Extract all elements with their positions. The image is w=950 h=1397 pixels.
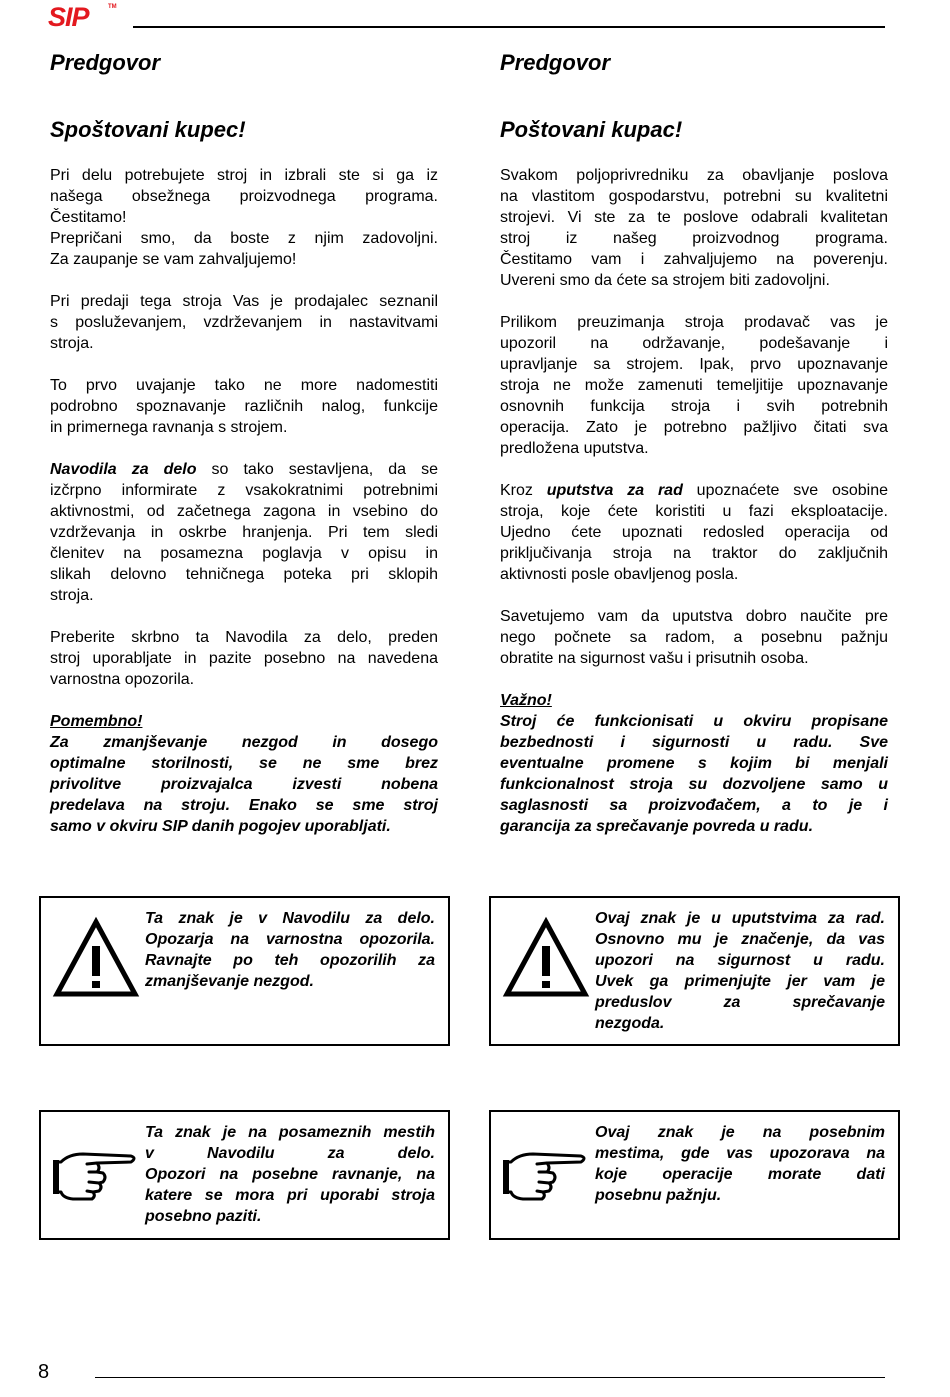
text-line: Ujedno ćete upoznati redosled operacija od	[500, 524, 888, 541]
pointing-hand-icon	[501, 1132, 591, 1222]
right-paragraph-2	[500, 312, 888, 459]
text-line: priključivanja stroja na traktor do zaključnih	[500, 545, 888, 562]
page-number: 8	[38, 1361, 50, 1383]
left-paragraph-5	[50, 627, 438, 690]
text-line: Opozori na posebne ravnanje, na	[145, 1166, 435, 1183]
left-body	[50, 165, 438, 858]
text-line: zmanjševanje nezgod.	[145, 973, 314, 990]
text-line: aktivnostmi, od začetnega zagona in vsebino do	[50, 503, 438, 520]
right-paragraph-3	[500, 480, 888, 585]
sip-logo	[48, 2, 118, 32]
text-line: Uvek ga primenjujte jer vam je	[595, 973, 885, 990]
text-line: Svakom poljoprivredniku za obavljanje poslova	[500, 167, 888, 184]
text-line: Ovaj znak je na posebnim	[595, 1124, 885, 1141]
text-line: Uvereni smo da ćete sa strojem biti zadovoljni.	[500, 272, 830, 289]
text-line: upozori na sigurnost u radu.	[595, 952, 885, 969]
text-line: Opozarja na varnostna opozorila.	[145, 931, 435, 948]
logo-text: SIP	[48, 2, 89, 32]
footer-rule	[95, 1377, 885, 1378]
left-paragraph-4	[50, 459, 438, 606]
hint-symbol-box-right	[489, 1110, 900, 1240]
text-line: izčrpno informirate z vsakokratnimi potrebnimi	[50, 482, 438, 499]
text-line: eventualne promene s kojim bi menjali	[500, 755, 888, 772]
text-line: Čestitamo!	[50, 209, 127, 226]
right-greeting: Poštovani kupac!	[500, 117, 683, 142]
text-line: Ta znak je v Navodilu za delo.	[145, 910, 435, 927]
pointing-hand-icon	[51, 1132, 141, 1222]
text-line: varnostna opozorila.	[50, 671, 195, 688]
text-line: samo v okviru SIP danih pogojev uporabljati.	[50, 818, 391, 835]
text-line: podrobno spoznavanje različnih nalog, funkcije	[50, 398, 438, 415]
text-line: To prvo uvajanje tako ne more nadomestiti	[50, 377, 438, 394]
warning-symbol-box-left	[39, 896, 450, 1046]
text-line: Čestitamo vam i zahvaljujemo na poverenju.	[500, 251, 888, 268]
text-line: členitev na posamezna poglavja v opisu in	[50, 545, 438, 562]
header-rule	[133, 26, 885, 28]
text-line: našega obsežnega proizvodnega programa.	[50, 188, 438, 205]
logo-trademark: TM	[108, 4, 117, 10]
left-paragraph-2	[50, 291, 438, 354]
box-text	[145, 1122, 435, 1227]
text-line: privolitve proizvajalca izvesti nobena	[50, 776, 438, 793]
right-body	[500, 165, 888, 858]
right-title: Predgovor	[500, 50, 611, 75]
warning-title: Pomembno!	[50, 713, 143, 730]
hint-symbol-box-left	[39, 1110, 450, 1240]
text-line: slikah delovno tehničnega poteka pri sklopih	[50, 566, 438, 583]
text-line: katere se mora pri uporabi stroja	[145, 1187, 435, 1204]
text-line: Ta znak je na posameznih mestih	[145, 1124, 435, 1141]
text-line: Stroj će funkcionisati u okviru propisane	[500, 713, 888, 730]
text-line: bezbednosti i sigurnosti u radu. Sve	[500, 734, 888, 751]
warning-title: Važno!	[500, 692, 552, 709]
text-line: koje operacije morate dati	[595, 1166, 885, 1183]
warning-triangle-icon	[51, 916, 141, 1006]
text-line: v Navodilu za delo.	[145, 1145, 435, 1162]
text-fragment: Kroz	[500, 482, 547, 499]
text-line: Osnovno mu je značenje, da vas	[595, 931, 885, 948]
text-line: operacija. Zato je potrebno pažljivo čitati sva	[500, 419, 888, 436]
text-line: upozoril na održavanje, podešavanje i	[500, 335, 888, 352]
left-warning	[50, 711, 438, 837]
text-fragment: so tako sestavljena, da se	[196, 461, 438, 478]
text-line: Pri predaji tega stroja Vas je prodajalec seznanil	[50, 293, 438, 310]
text-line: predložena uputstva.	[500, 440, 649, 457]
text-line: s posluževanjem, vzdrževanjem in nastavitvami	[50, 314, 438, 331]
warning-symbol-box-right	[489, 896, 900, 1046]
text-line: Pri delu potrebujete stroj in izbrali ste si ga iz	[50, 167, 438, 184]
text-fragment: upoznaćete sve osobine	[682, 482, 889, 499]
text-line: posebno paziti.	[145, 1208, 262, 1225]
text-line: obratite na sigurnost vašu i prisutnih osoba.	[500, 650, 809, 667]
text-line: preduslov za sprečavanje	[595, 994, 885, 1011]
text-line: nego počnete sa radom, a posebnu pažnju	[500, 629, 888, 646]
text-line: garancija za sprečavanje povreda u radu.	[500, 818, 814, 835]
text-line: upravljanje sa strojem. Ipak, prvo upoznavanje	[500, 356, 888, 373]
text-line: Preberite skrbno ta Navodila za delo, preden	[50, 629, 438, 646]
left-title: Predgovor	[50, 50, 161, 75]
text-line: aktivnosti posle obavljenog posla.	[500, 566, 739, 583]
text-line: Prepričani smo, da boste z njim zadovoljni.	[50, 230, 438, 247]
text-line: Ravnajte po teh opozorilih za	[145, 952, 435, 969]
text-line: Prilikom preuzimanja stroja prodavač vas je	[500, 314, 888, 331]
text-line: vzdrževanja in oskrbe hranjenja. Pri tem sledi	[50, 524, 438, 541]
text-line	[50, 459, 438, 480]
text-line: nezgoda.	[595, 1015, 665, 1032]
text-line: Ovaj znak je u uputstvima za rad.	[595, 910, 885, 927]
box-text	[145, 908, 435, 992]
text-line: posebnu pažnju.	[595, 1187, 722, 1204]
box-text	[595, 1122, 885, 1206]
text-line: osnovnih funkcija stroja i svih potrebnih	[500, 398, 888, 415]
left-paragraph-3	[50, 375, 438, 438]
warning-triangle-icon	[501, 916, 591, 1006]
left-paragraph-1	[50, 165, 438, 270]
text-line: Za zmanjševanje nezgod in dosego	[50, 734, 438, 751]
text-line: stroj uporabljate in pazite posebno na navedena	[50, 650, 438, 667]
text-line: Za zaupanje se vam zahvaljujemo!	[50, 251, 297, 268]
text-line: strojevi. Vi ste za te poslove odabrali kvalitetan	[500, 209, 888, 226]
text-line: predelava na stroju. Enako se sme stroj	[50, 797, 438, 814]
text-line: optimalne storilnosti, se ne sme brez	[50, 755, 438, 772]
text-line: stroja.	[50, 587, 94, 604]
text-line: stroja.	[50, 335, 94, 352]
text-line: stroja ne može zamenuti temeljitije upoznavanje	[500, 377, 888, 394]
text-line: Savetujemo vam da uputstva dobro naučite pre	[500, 608, 888, 625]
right-warning	[500, 690, 888, 837]
right-paragraph-4	[500, 606, 888, 669]
text-line: funkcionalnost stroja su dozvoljene samo u	[500, 776, 888, 793]
right-paragraph-1	[500, 165, 888, 291]
text-line: saglasnosti sa proizvođačem, a to je i	[500, 797, 888, 814]
text-line: stroja, koje ćete koristiti u fazi eksploatacije.	[500, 503, 888, 520]
manual-emphasis: Navodila za delo	[50, 461, 197, 478]
text-line: stroj iz našeg proizvodnog programa.	[500, 230, 888, 247]
left-greeting: Spoštovani kupec!	[50, 117, 246, 142]
text-line	[500, 480, 888, 501]
manual-emphasis: uputstva za rad	[546, 482, 683, 499]
text-line: in primernega ravnanja s strojem.	[50, 419, 288, 436]
text-line: mestima, gde vas upozorava na	[595, 1145, 885, 1162]
box-text	[595, 908, 885, 1034]
text-line: na vlastitom gospodarstvu, potrebni su kvalitetni	[500, 188, 888, 205]
